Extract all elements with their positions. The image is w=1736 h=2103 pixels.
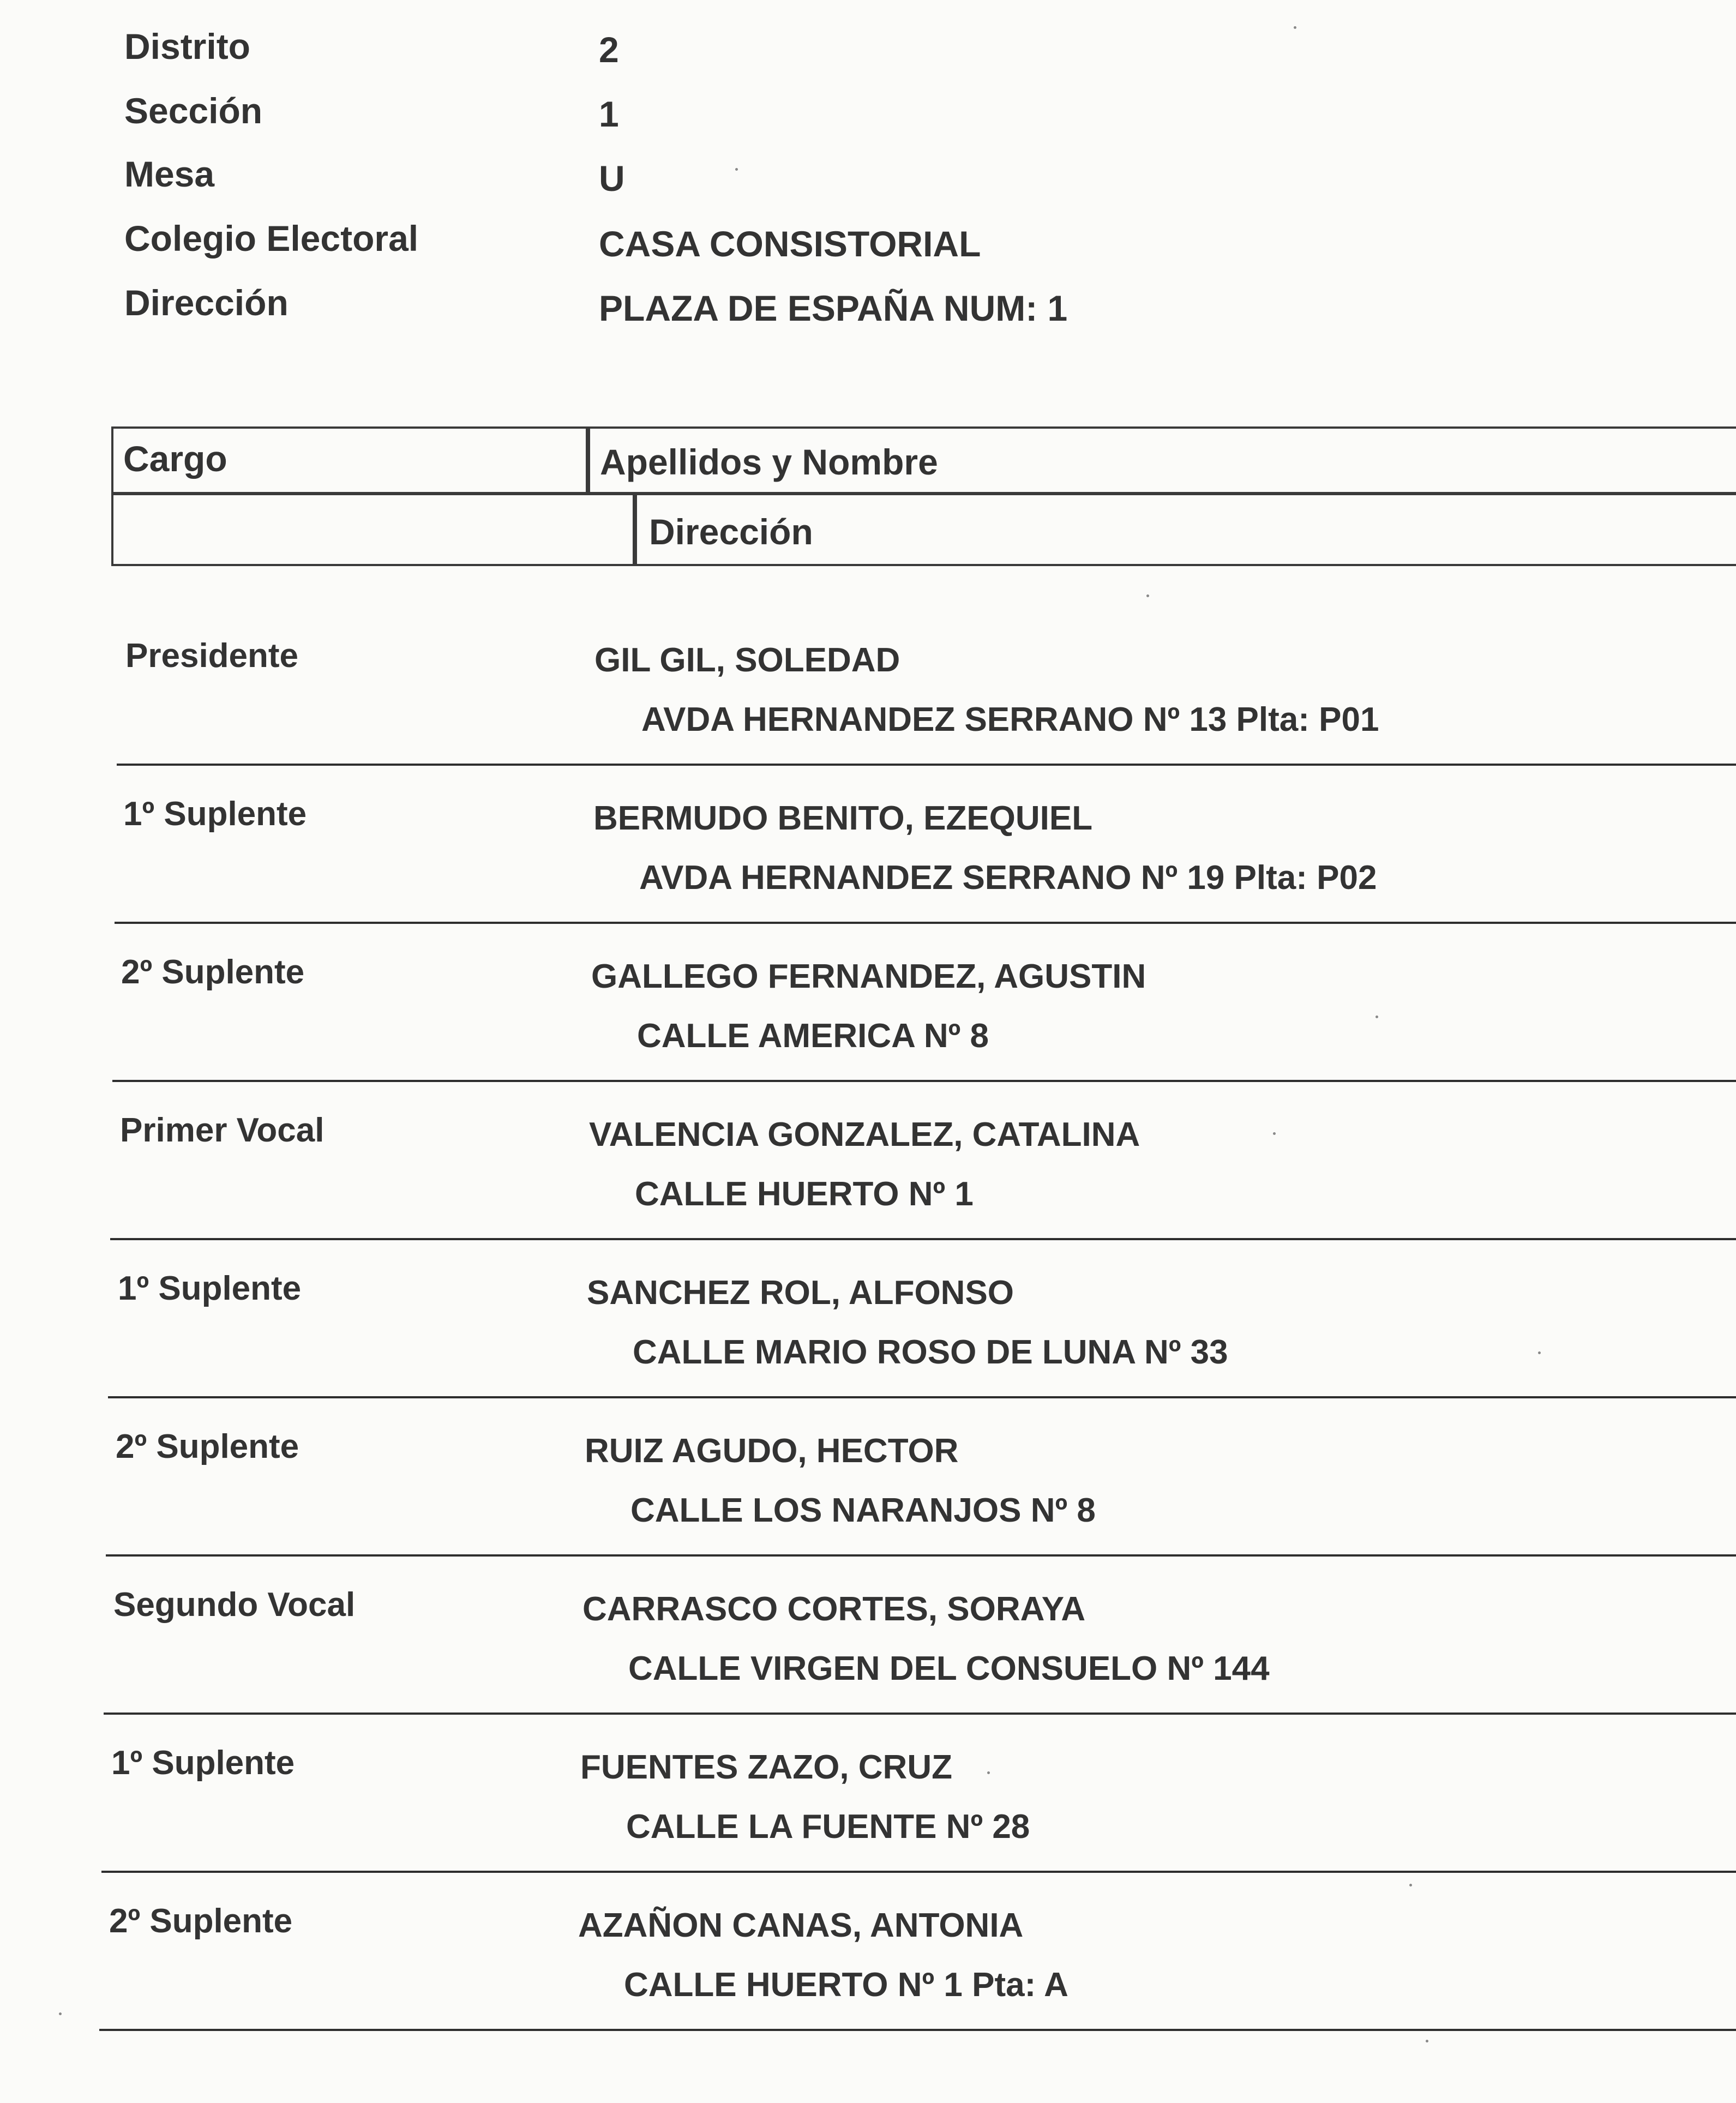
cargo-cell: Segundo Vocal: [113, 1586, 356, 1624]
scan-speck: [1375, 1016, 1378, 1018]
direccion-cell: CALLE LOS NARANJOS Nº 8: [630, 1492, 1096, 1529]
direccion-cell: CALLE HUERTO Nº 1 Pta: A: [624, 1966, 1068, 2004]
table-row: [0, 953, 1736, 1114]
nombre-cell: FUENTES ZAZO, CRUZ: [580, 1749, 952, 1786]
table-row: [0, 639, 1736, 797]
table-row: [0, 1430, 1736, 1588]
scan-speck: [735, 168, 738, 171]
nombre-cell: CARRASCO CORTES, SORAYA: [582, 1590, 1086, 1628]
distrito-label: Distrito: [124, 26, 250, 67]
row-divider: [106, 1554, 1736, 1557]
nombre-cell: BERMUDO BENITO, EZEQUIEL: [593, 800, 1093, 837]
row-divider: [112, 1080, 1736, 1082]
nombre-cell: GALLEGO FERNANDEZ, AGUSTIN: [591, 958, 1146, 995]
row-divider: [108, 1396, 1736, 1398]
scan-speck: [1146, 594, 1149, 597]
cargo-cell: 2º Suplente: [116, 1428, 299, 1465]
direccion-label: Dirección: [124, 283, 289, 323]
scan-speck: [1294, 26, 1296, 29]
nombre-header: Apellidos y Nombre: [600, 442, 938, 482]
direccion-value: PLAZA DE ESPAÑA NUM: 1: [599, 288, 1068, 328]
cargo-cell: Primer Vocal: [120, 1111, 325, 1149]
cargo-header: Cargo: [123, 438, 227, 479]
table-row: [0, 1588, 1736, 1746]
direccion-cell: CALLE AMERICA Nº 8: [637, 1017, 989, 1055]
seccion-value: 1: [599, 94, 619, 134]
scan-speck: [987, 1771, 990, 1774]
direccion-cell: AVDA HERNANDEZ SERRANO Nº 19 Plta: P02: [639, 859, 1377, 897]
nombre-cell: AZAÑON CANAS, ANTONIA: [578, 1907, 1024, 1944]
cargo-cell: 2º Suplente: [109, 1902, 293, 1940]
cargo-cell: Presidente: [125, 637, 299, 675]
scan-speck: [1273, 1132, 1276, 1135]
row-divider: [115, 922, 1736, 924]
cargo-cell: 1º Suplente: [111, 1744, 295, 1782]
table-row: [0, 1904, 1736, 2063]
direccion-cell: CALLE MARIO ROSO DE LUNA Nº 33: [633, 1333, 1228, 1371]
cargo-cell: 1º Suplente: [118, 1270, 302, 1307]
direccion-cell: AVDA HERNANDEZ SERRANO Nº 13 Plta: P01: [641, 701, 1379, 738]
direccion-cell: CALLE HUERTO Nº 1: [635, 1175, 974, 1213]
row-divider: [117, 764, 1736, 766]
seccion-label: Sección: [124, 91, 263, 131]
table-row: [0, 1746, 1736, 1904]
blank-header-cell: [111, 493, 637, 566]
nombre-cell: SANCHEZ ROL, ALFONSO: [587, 1274, 1014, 1312]
scan-speck: [59, 2012, 62, 2015]
row-divider: [110, 1238, 1736, 1240]
distrito-value: 2: [599, 29, 619, 70]
cargo-cell: 2º Suplente: [121, 953, 305, 991]
direccion-header: Dirección: [649, 512, 813, 552]
nombre-cell: GIL GIL, SOLEDAD: [594, 641, 900, 679]
table-row: [0, 1111, 1736, 1272]
colegio-value: CASA CONSISTORIAL: [599, 224, 981, 264]
row-divider: [104, 1713, 1736, 1715]
cargo-cell: 1º Suplente: [123, 795, 307, 833]
table-row: [0, 1272, 1736, 1430]
colegio-label: Colegio Electoral: [124, 218, 419, 259]
row-divider: [99, 2029, 1736, 2031]
direccion-cell: CALLE LA FUENTE Nº 28: [626, 1808, 1030, 1846]
direccion-cell: CALLE VIRGEN DEL CONSUELO Nº 144: [628, 1650, 1270, 1687]
nombre-cell: RUIZ AGUDO, HECTOR: [585, 1432, 959, 1470]
row-divider: [101, 1871, 1736, 1873]
scan-speck: [1538, 1351, 1541, 1354]
scan-speck: [1409, 1884, 1412, 1886]
scan-speck: [1426, 2040, 1428, 2042]
mesa-value: U: [599, 158, 625, 199]
table-row: [0, 797, 1736, 956]
mesa-label: Mesa: [124, 154, 215, 194]
nombre-cell: VALENCIA GONZALEZ, CATALINA: [589, 1116, 1140, 1153]
